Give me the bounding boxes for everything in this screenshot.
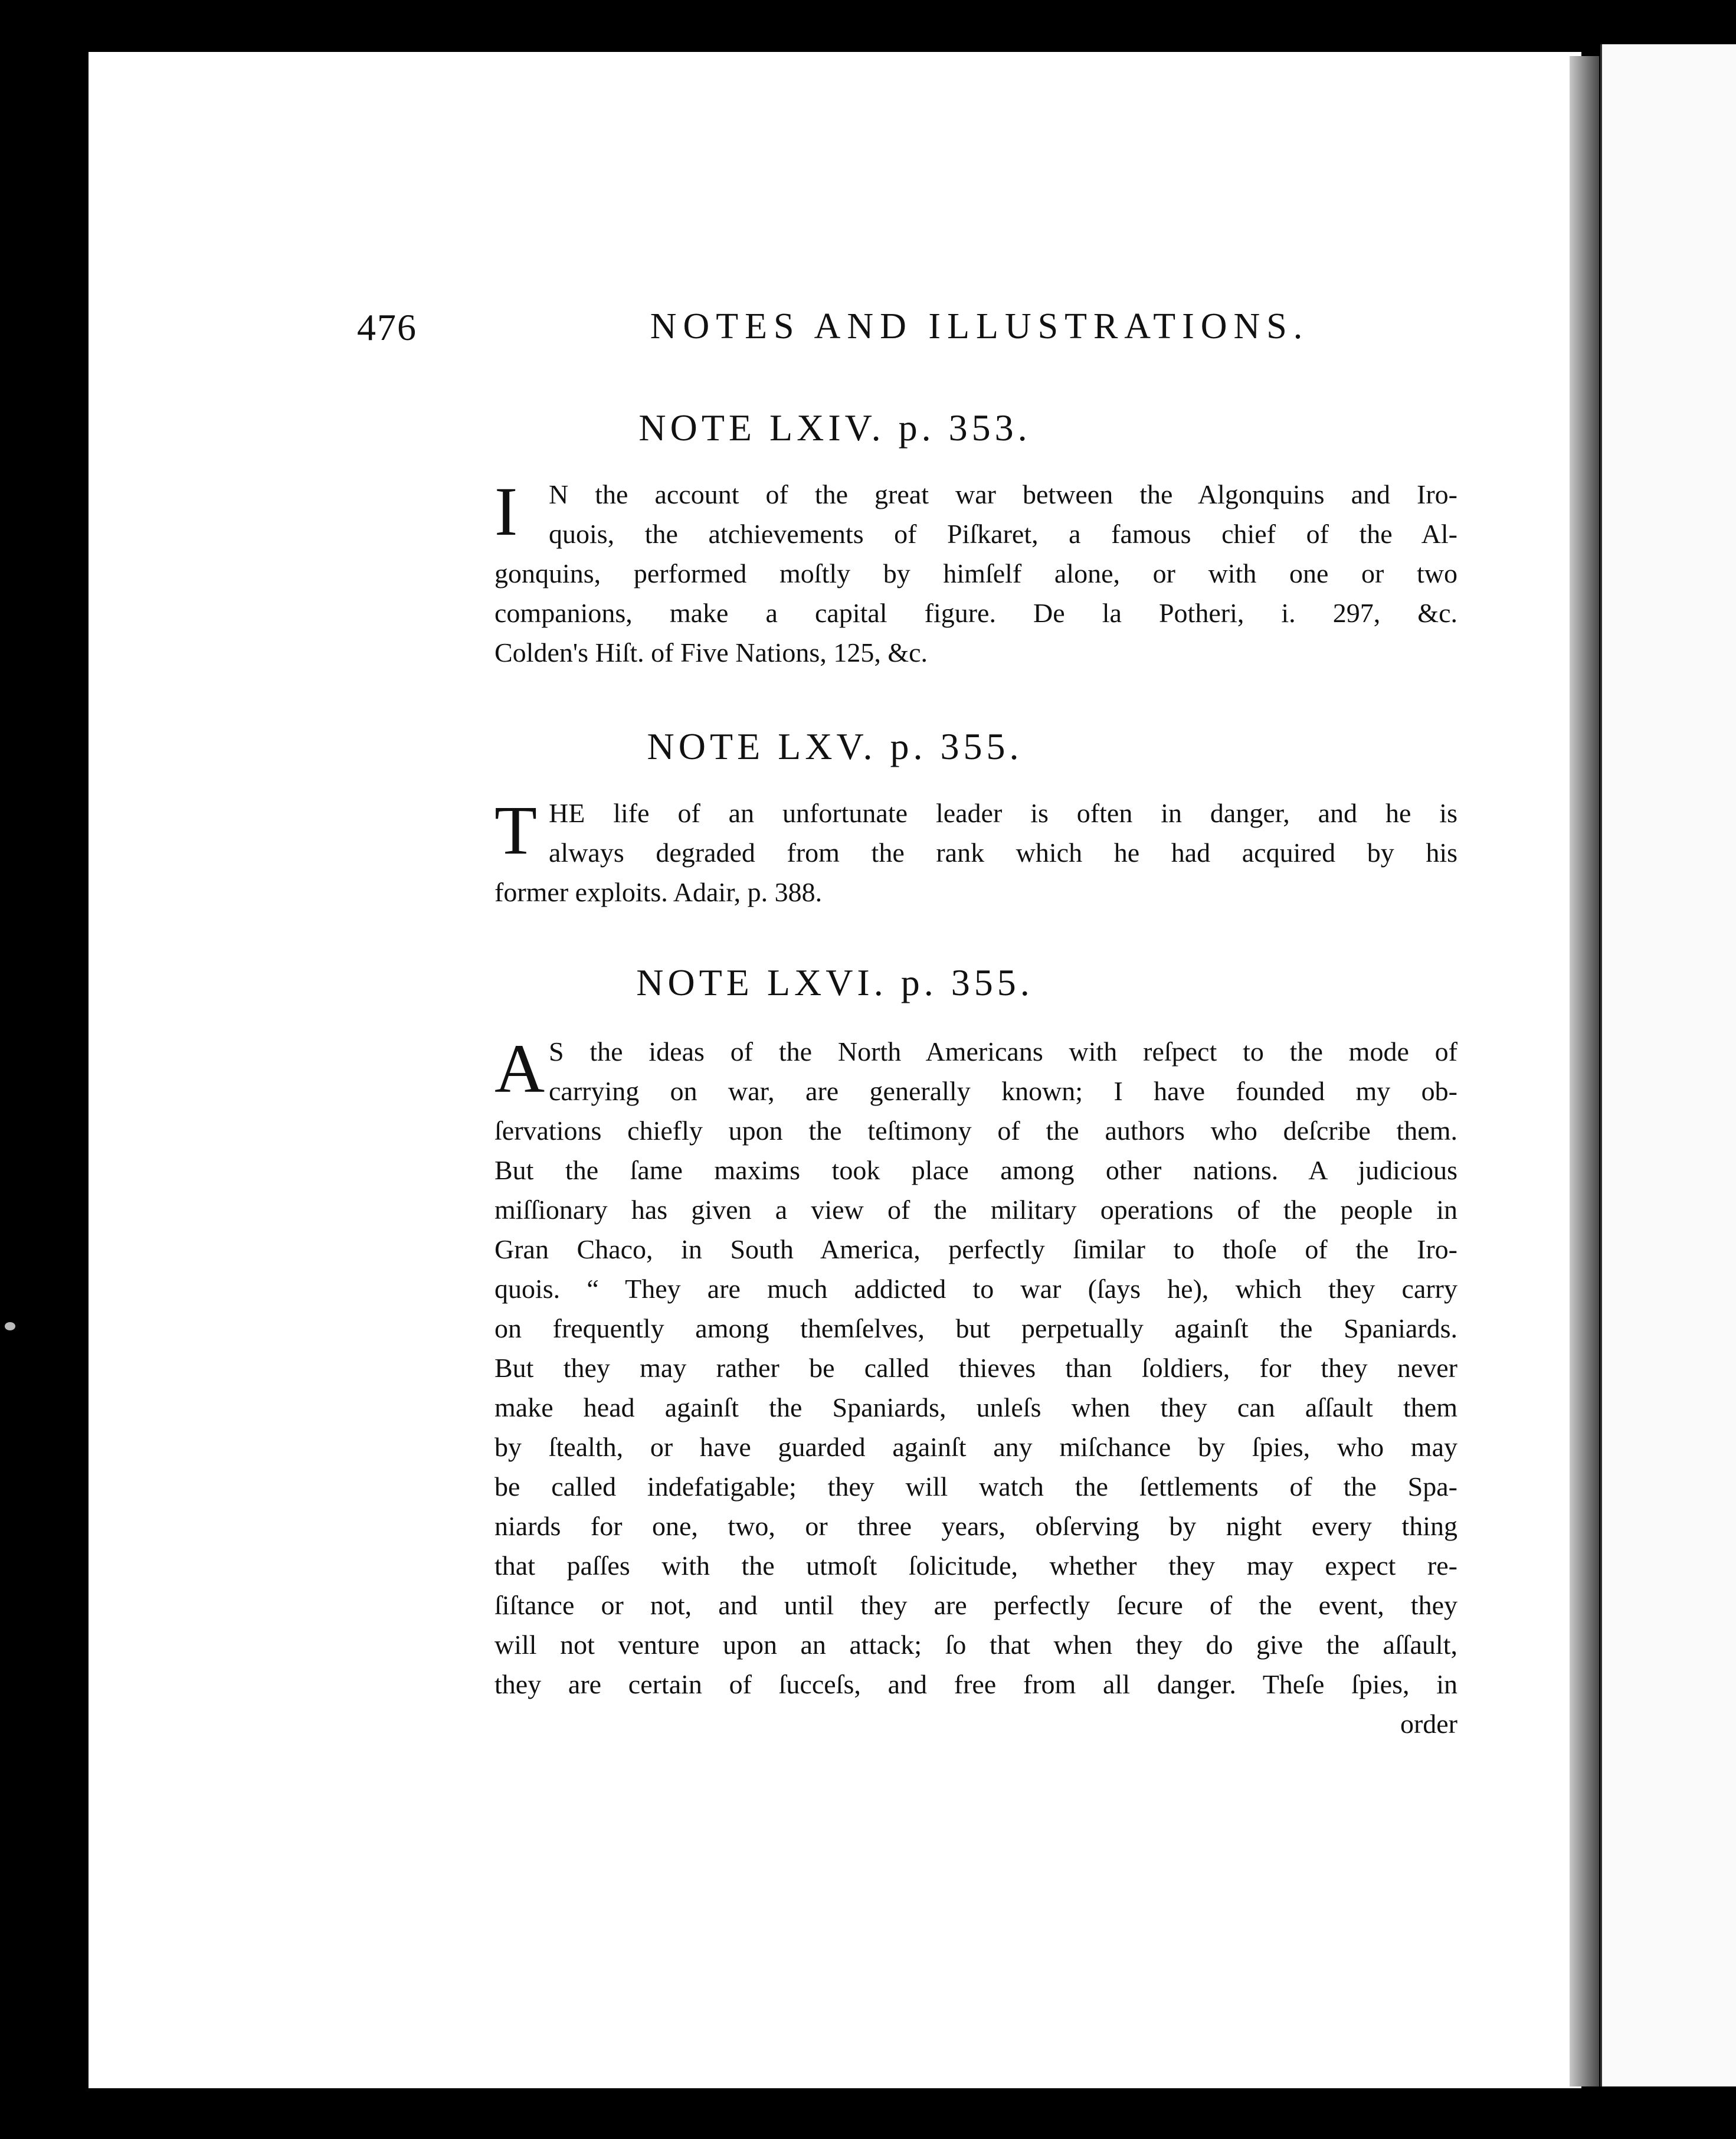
text-line: niards for one, two, or three years, obſerving by night every thing <box>494 1511 1457 1541</box>
note-heading-lxvi: NOTE LXVI. p. 355. <box>636 961 1034 1003</box>
text-line: HE life of an unfortunate leader is often in danger, and he is <box>549 798 1457 828</box>
text-line: make head againſt the Spaniards, unleſs when they can aſſault them <box>494 1392 1457 1422</box>
text-line: they are certain of ſucceſs, and free from all danger. Theſe ſpies, in <box>494 1669 1457 1699</box>
catchword: order <box>1400 1709 1457 1739</box>
text-line: carrying on war, are generally known; I have founded my ob- <box>549 1076 1457 1106</box>
text-line: former exploits. Adair, p. 388. <box>494 877 823 907</box>
text-line: S the ideas of the North Americans with reſpect to the mode of <box>549 1036 1457 1067</box>
note-body-lxvi <box>494 1032 1457 1744</box>
drop-cap: T <box>494 792 538 869</box>
facing-page-edge <box>1600 44 1736 2086</box>
text-line: by ſtealth, or have guarded againſt any miſchance by ſpies, who may <box>494 1432 1457 1462</box>
drop-cap: A <box>494 1030 545 1107</box>
page-number: 476 <box>357 306 417 348</box>
note-body-lxiv <box>494 475 1457 672</box>
text-line: gonquins, performed moſtly by himſelf alone, or with one or two <box>494 558 1457 588</box>
text-line: always degraded from the rank which he had acquired by his <box>549 838 1457 868</box>
text-line: companions, make a capital figure. De la Potheri, i. 297, &c. <box>494 598 1457 628</box>
text-line: Colden's Hiſt. of Five Nations, 125, &c. <box>494 637 928 668</box>
text-line: But they may rather be called thieves than ſoldiers, for they never <box>494 1353 1457 1383</box>
running-header <box>89 306 1581 359</box>
text-line: ſervations chiefly upon the teſtimony of the authors who deſcribe them. <box>494 1116 1457 1146</box>
text-line: ſiſtance or not, and until they are perfectly ſecure of the event, they <box>494 1590 1457 1620</box>
text-line: that paſſes with the utmoſt ſolicitude, whether they may expect re- <box>494 1551 1457 1581</box>
page-gutter-shadow <box>1570 56 1599 2086</box>
text-line: miſſionary has given a view of the military operations of the people in <box>494 1195 1457 1225</box>
note-heading-lxiv: NOTE LXIV. p. 353. <box>638 407 1031 449</box>
scan-speck <box>5 1322 15 1330</box>
text-line: will not venture upon an attack; ſo that when they do give the aſſault, <box>494 1630 1457 1660</box>
text-line: quois, the atchievements of Piſkaret, a famous chief of the Al- <box>549 519 1457 549</box>
text-line: But the ſame maxims took place among other nations. A judicious <box>494 1155 1457 1185</box>
drop-cap: I <box>494 473 518 550</box>
text-line: Gran Chaco, in South America, perfectly ſimilar to thoſe of the Iro- <box>494 1234 1457 1264</box>
text-line: N the account of the great war between the Algonquins and Iro- <box>549 479 1457 509</box>
note-heading-lxv: NOTE LXV. p. 355. <box>647 725 1023 767</box>
text-line: be called indefatigable; they will watch the ſettlements of the Spa- <box>494 1471 1457 1502</box>
text-line: quois. “ They are much addicted to war (ſays he), which they carry <box>494 1274 1457 1304</box>
running-title: NOTES AND ILLUSTRATIONS. <box>650 306 1309 346</box>
text-line: on frequently among themſelves, but perpetually againſt the Spaniards. <box>494 1313 1457 1343</box>
book-page <box>89 52 1581 2088</box>
note-body-lxv <box>494 793 1457 912</box>
